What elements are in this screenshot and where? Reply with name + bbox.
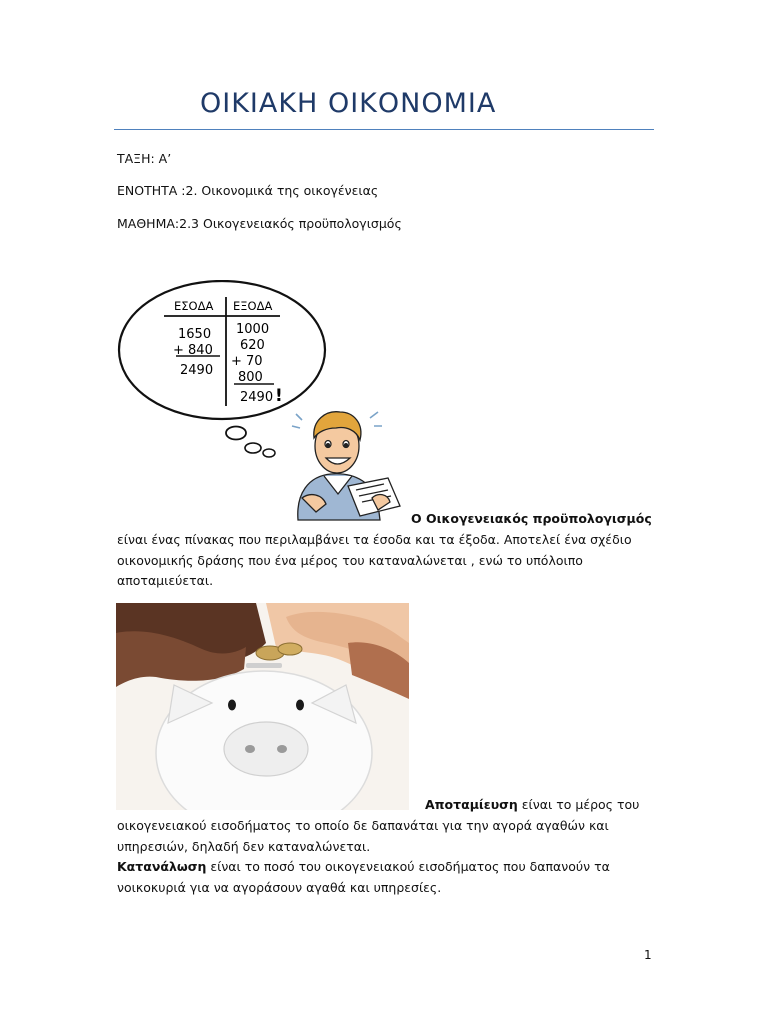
lesson-line: ΜΑΘΗΜΑ:2.3 Οικογενειακός προϋπολογισμός (117, 216, 402, 231)
unit-line: ΕΝΟΤΗΤΑ :2. Οικονομικά της οικογένειας (117, 183, 379, 198)
income-total: 2490 (180, 363, 214, 378)
budget-definition (117, 530, 637, 592)
budget-text-line: αποταμιεύεται. (117, 573, 214, 588)
budget-term: Ο Οικογενειακός προϋπολογισμός (411, 511, 652, 526)
budget-illustration (116, 280, 408, 524)
consumption-text: είναι το ποσό του οικογενειακού εισοδήματος που δαπανούν τα (206, 859, 610, 874)
income-line: + 840 (173, 343, 213, 358)
expenses-header: ΕΞΟΔΑ (233, 299, 273, 313)
savings-line-1 (425, 795, 639, 816)
savings-definition (117, 816, 637, 898)
exclamation-mark: ! (275, 386, 283, 406)
page-number: 1 (644, 948, 652, 962)
savings-text-line: οικογενειακού εισοδήματος το οποίο δε δαπανάται για την αγορά αγαθών και (117, 818, 609, 833)
expense-line: + 70 (231, 354, 263, 369)
budget-text-line: οικονομικής δράσης που ένα μέρος του καταναλώνεται , ενώ το υπόλοιπο (117, 552, 583, 568)
savings-text-line: υπηρεσιών, δηλαδή δεν καταναλώνεται. (117, 838, 371, 854)
bubble-dot-small (263, 449, 275, 457)
title-underline (114, 129, 654, 130)
consumption-text-line: νοικοκυριά για να αγοράσουν αγαθά και υπηρεσίες. (117, 879, 442, 895)
income-header: ΕΣΟΔΑ (174, 299, 214, 313)
consumption-line-1 (117, 857, 637, 878)
expense-total: 2490 (240, 390, 274, 405)
expense-line: 620 (240, 338, 265, 353)
piggy-bank-photo (116, 603, 409, 810)
thought-bubble (119, 281, 325, 419)
class-line: ΤΑΞΗ: Α’ (117, 151, 172, 166)
expense-line: 800 (238, 370, 263, 385)
consumption-term: Κατανάλωση (117, 859, 207, 874)
savings-text: είναι το μέρος του (517, 797, 640, 812)
savings-term: Αποταμίευση (425, 797, 518, 812)
bubble-dot-medium (245, 443, 261, 453)
document-title: ΟΙΚΙΑΚΗ ΟΙΚΟΝΟΜΙΑ (200, 88, 497, 119)
bubble-dot-large (226, 427, 246, 440)
budget-text-line: είναι ένας πίνακας που περιλαμβάνει τα έσοδα και τα έξοδα. Αποτελεί ένα σχέδιο (117, 532, 632, 547)
income-line: 1650 (178, 327, 212, 342)
cartoon-man (292, 412, 400, 520)
expense-line: 1000 (236, 322, 270, 337)
